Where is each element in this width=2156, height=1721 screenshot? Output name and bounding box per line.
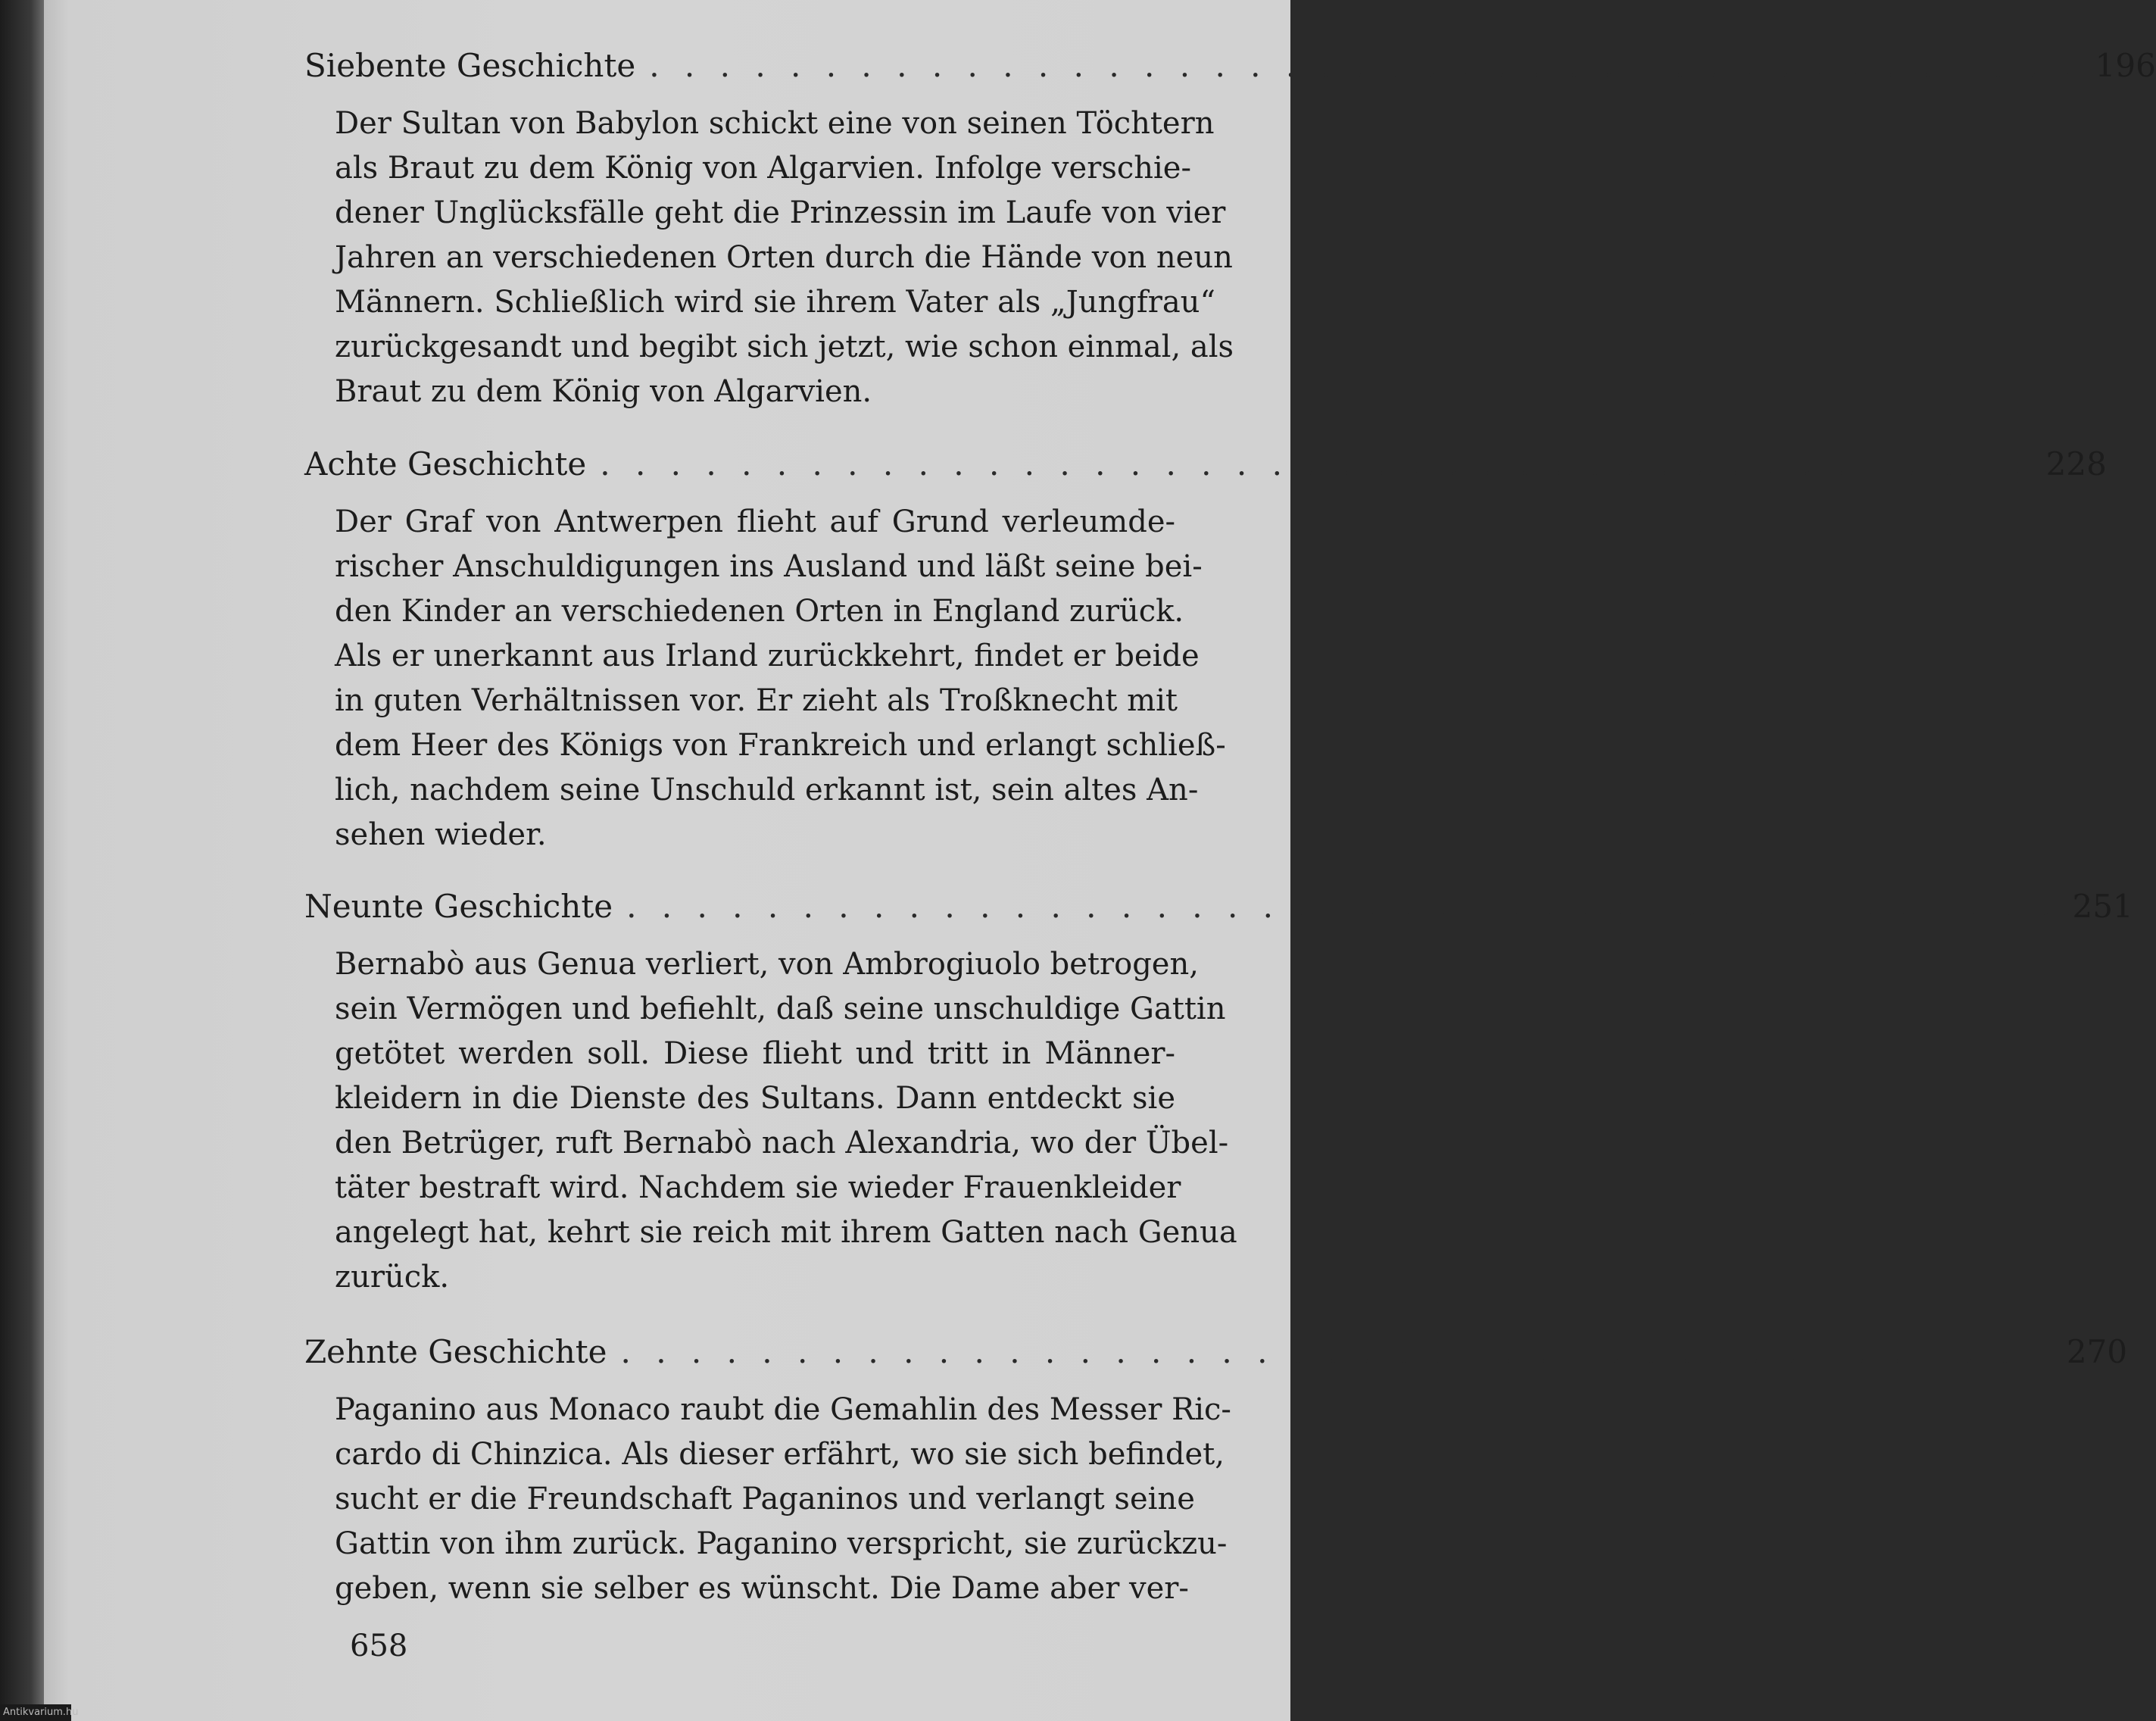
summary-line: zurück. [335,1260,450,1295]
page-number: 658 [350,1629,408,1663]
summary-line: Paganino aus Monaco raubt die Gemahlin des Messer Ric- [335,1392,1231,1427]
summary-line: den Kinder an verschiedenen Orten in England zurück. [335,594,1184,629]
entry-title: Siebente Geschichte [304,47,636,84]
summary-line: getötet werden soll. Diese flieht und tritt in Männer- [335,1036,1175,1071]
book-spine-shadow [0,0,44,1721]
summary-line: als Braut zu dem König von Algarvien. Infolge verschie- [335,151,1191,186]
entry-summary [335,102,1234,414]
summary-line: lich, nachdem seine Unschuld erkannt ist, sein altes An- [335,773,1199,807]
entry-heading [304,888,2133,933]
entry-summary [335,942,1237,1300]
summary-line: Der Graf von Antwerpen flieht auf Grund verleumde- [335,504,1175,539]
entry-page-number: 251 [2072,888,2133,925]
toc-entry-8 [304,445,2107,857]
summary-line: Männern. Schließlich wird sie ihrem Vater als „Jungfrau“ [335,285,1215,320]
entry-page-number: 270 [2066,1333,2128,1370]
entry-heading [304,47,2156,92]
entry-heading [304,445,2107,491]
dot-leader: . . . . . . . . . . . . . . . . . . . . . . . . . . . . . . . . . . . . . . . . . [620,1333,2053,1370]
entry-summary [335,500,1226,857]
summary-line: dener Unglücksfälle geht die Prinzessin im Laufe von vier [335,195,1226,230]
summary-line: geben, wenn sie selber es wünscht. Die Dame aber ver- [335,1571,1189,1606]
entry-title: Zehnte Geschichte [304,1333,607,1370]
summary-line: Als er unerkannt aus Irland zurückkehrt, findet er beide [335,639,1200,673]
summary-line: in guten Verhältnissen vor. Er zieht als Troßknecht mit [335,683,1178,718]
summary-line: rischer Anschuldigungen ins Ausland und läßt seine bei- [335,549,1203,584]
summary-line: sein Vermögen und befiehlt, daß seine unschuldige Gattin [335,992,1226,1026]
toc-entry-9 [304,888,2133,1300]
summary-line: sehen wieder. [335,817,547,852]
entry-page-number: 228 [2045,445,2107,483]
summary-line: Der Sultan von Babylon schickt eine von seinen Töchtern [335,106,1215,141]
summary-line: kleidern in die Dienste des Sultans. Dann entdeckt sie [335,1081,1175,1116]
summary-line: Braut zu dem König von Algarvien. [335,374,872,409]
dot-leader: . . . . . . . . . . . . . . . . . . . . . . . . . . . . . . . . . . . . . . . . . [600,445,2033,483]
toc-entry-10 [304,1333,2128,1611]
summary-line: den Betrüger, ruft Bernabò nach Alexandria, wo der Übel- [335,1126,1229,1160]
summary-line: Bernabò aus Genua verliert, von Ambrogiuolo betrogen, [335,947,1199,982]
entry-summary [335,1388,1231,1611]
dot-leader: . . . . . . . . . . . . . . . . . . . . . . . . . . . . . . . . . . . . . . . . . [649,47,2082,84]
entry-heading [304,1333,2128,1379]
dot-leader: . . . . . . . . . . . . . . . . . . . . . . . . . . . . . . . . . . . . . . . . . [626,888,2059,925]
summary-line: angelegt hat, kehrt sie reich mit ihrem Gatten nach Genua [335,1215,1237,1250]
summary-line: cardo di Chinzica. Als dieser erfährt, wo sie sich befindet, [335,1437,1225,1472]
entry-page-number: 196 [2095,47,2156,84]
summary-line: täter bestraft wird. Nachdem sie wieder Frauenkleider [335,1170,1181,1205]
toc-entry-7 [304,47,2156,414]
entry-title: Achte Geschichte [304,445,587,483]
summary-line: sucht er die Freundschaft Paganinos und verlangt seine [335,1482,1195,1516]
summary-line: Jahren an verschiedenen Orten durch die Hände von neun [335,240,1233,275]
summary-line: dem Heer des Königs von Frankreich und erlangt schließ- [335,728,1226,763]
summary-line: Gattin von ihm zurück. Paganino verspricht, sie zurückzu- [335,1526,1228,1561]
watermark: Antikvarium.hu [0,1704,71,1721]
summary-line: zurückgesandt und begibt sich jetzt, wie schon einmal, als [335,330,1234,364]
entry-title: Neunte Geschichte [304,888,613,925]
